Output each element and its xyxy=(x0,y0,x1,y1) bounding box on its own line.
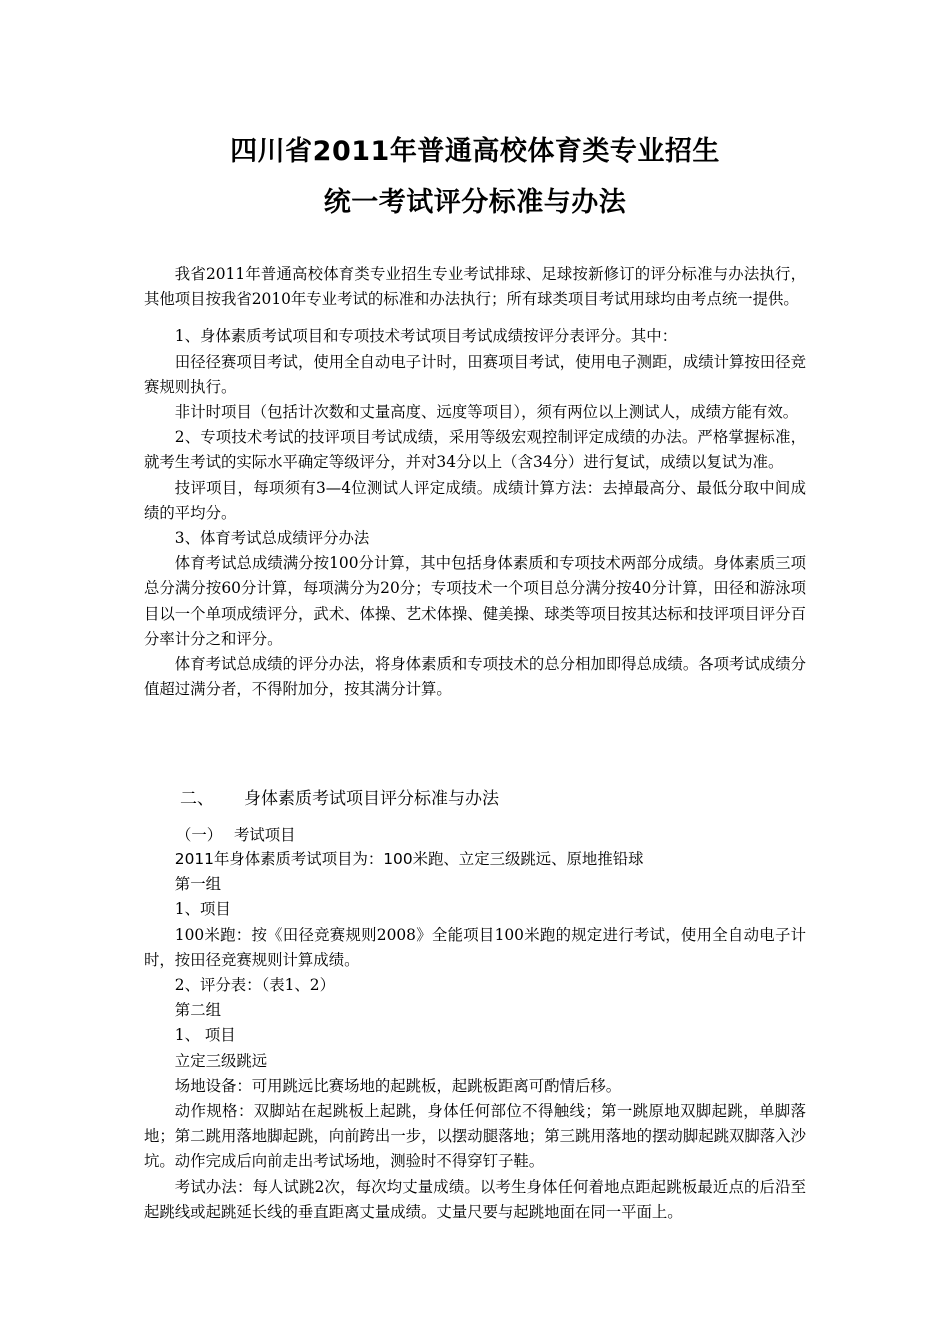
intro-paragraph: 我省2011年普通高校体育类专业招生专业考试排球、足球按新修订的评分标准与办法执行，其他项目按我省2010年专业考试的标准和办法执行；所有球类项目考试用球均由考点统一提供。 xyxy=(144,265,806,309)
exam-items-line: 2011年身体素质考试项目为：100米跑、立定三级跳远、原地推铅球 xyxy=(174,850,644,868)
group-label: 第二组 xyxy=(174,1001,221,1020)
item-paragraph: 考试办法：每人试跳2次，每次均丈量成绩。以考生身体任何着地点距起跳板最近点的后沿至起跳线或起跳延长线的垂直距离丈量成绩。丈量尺要与起跳地面在同一平面上。 xyxy=(144,1177,806,1221)
rule-paragraph: 2、专项技术考试的技评项目考试成绩，采用等级宏观控制评定成绩的办法。严格掌握标准，就考生考试的实际水平确定等级评分，并对34分以上（含34分）进行复试，成绩以复试为准。 xyxy=(144,428,806,472)
document-title-line-2: 统一考试评分标准与办法 xyxy=(323,187,627,218)
section-title: 身体素质考试项目评分标准与办法 xyxy=(244,789,499,809)
subsection-title: 考试项目 xyxy=(234,826,296,844)
item-label: 1、项目 xyxy=(174,900,231,919)
rule-paragraph: 1、身体素质考试项目和专项技术考试项目考试成绩按评分表评分。其中： xyxy=(174,327,678,346)
document-title-line-1: 四川省2011年普通高校体育类专业招生 xyxy=(230,136,720,167)
rule-paragraph: 3、体育考试总成绩评分办法 xyxy=(174,529,370,548)
item-name: 立定三级跳远 xyxy=(174,1051,268,1070)
rule-paragraph: 技评项目，每项须有3—4位测试人评定成绩。成绩计算方法：去掉最高分、最低分取中间成绩的平均分。 xyxy=(144,478,806,522)
rule-paragraph: 体育考试总成绩的评分办法，将身体素质和专项技术的总分相加即得总成绩。各项考试成绩分值超过满分者，不得附加分，按其满分计算。 xyxy=(144,655,806,699)
rule-paragraph: 田径径赛项目考试，使用全自动电子计时，田赛项目考试，使用电子测距，成绩计算按田径竞赛规则执行。 xyxy=(144,352,806,396)
section-number: 二、 xyxy=(180,789,214,809)
subsection-number: （一） xyxy=(176,826,223,844)
rule-paragraph: 非计时项目（包括计次数和丈量高度、远度等项目），须有两位以上测试人，成绩方能有效。 xyxy=(174,403,799,422)
subsection-heading xyxy=(176,823,296,848)
section-heading xyxy=(180,786,499,812)
exam-items-section xyxy=(144,847,806,1225)
group-label: 第一组 xyxy=(174,875,221,894)
rule-paragraph: 体育考试总成绩满分按100分计算，其中包括身体素质和专项技术两部分成绩。身体素质三项总分满分按60分计算，每项满分为20分；专项技术一个项目总分满分按40分计算，田径和游泳项目以一个单项成绩评分，武术、体操、艺术体操、健美操、球类等项目按其达标和技评项目评分百分率计分之和评分。 xyxy=(144,554,806,648)
item-paragraph: 动作规格：双脚站在起跳板上起跳，身体任何部位不得触线；第一跳原地双脚起跳，单脚落地；第二跳用落地脚起跳，向前跨出一步，以摆动腿落地；第三跳用落地的摆动脚起跳双脚落入沙坑。动作完成后向前走出考试场地，测验时不得穿钉子鞋。 xyxy=(144,1102,806,1171)
item-paragraph: 场地设备：可用跳远比赛场地的起跳板，起跳板距离可酌情后移。 xyxy=(174,1076,622,1095)
intro-section xyxy=(144,262,806,702)
scoring-table-ref: 2、评分表：（表1、2） xyxy=(174,976,335,995)
item-label: 1、 项目 xyxy=(174,1026,236,1045)
item-paragraph: 100米跑：按《田径竞赛规则2008》全能项目100米跑的规定进行考试，使用全自动电子计时，按田径竞赛规则计算成绩。 xyxy=(144,925,806,969)
